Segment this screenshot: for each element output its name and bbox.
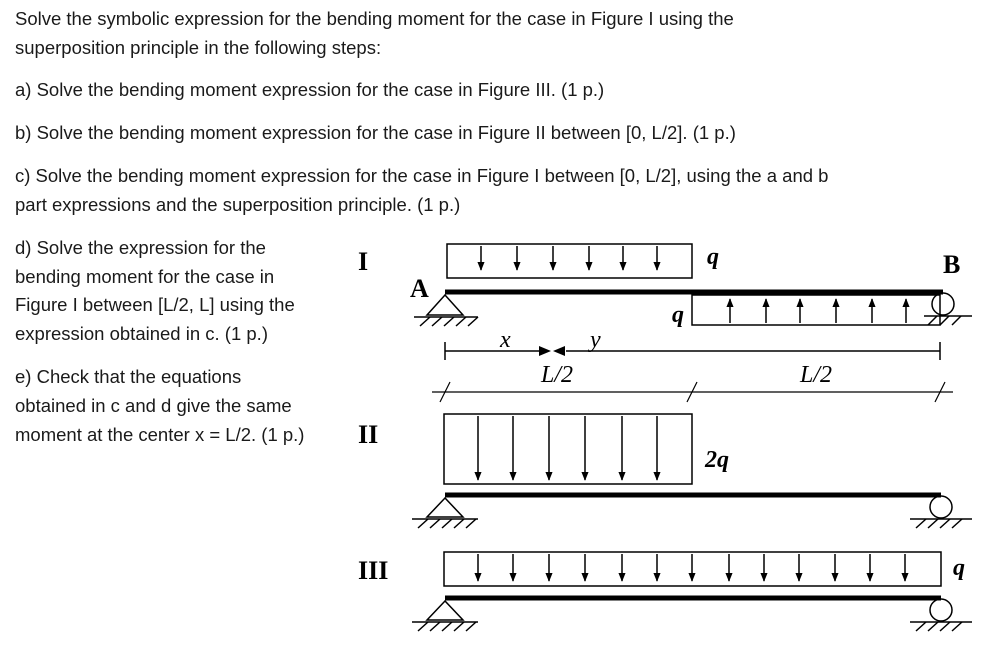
figure-1-label: I [358,247,369,276]
fig1-support-a-label: A [410,274,429,303]
fig1-top-load-label: q [707,244,719,270]
part-a: a) Solve the bending moment expression for the case in Figure III. (1 p.) [15,79,605,100]
fig1-dimension [432,382,953,402]
figure-3 [358,552,972,631]
part-e-line-2: obtained in c and d give the same [15,395,292,416]
fig1-y-label: y [590,327,601,353]
fig1-support-b [924,293,972,325]
part-d-line-2: bending moment for the case in [15,266,275,287]
part-e-line-1: e) Check that the equations [15,366,242,387]
fig2-load [444,414,692,484]
fig2-load-label: 2q [705,447,729,473]
figure-2-label: II [358,420,379,449]
fig1-bottom-load [692,295,940,325]
part-c-line-1: c) Solve the bending moment expression for the case in Figure I between [0, L/2], using the a and b [15,165,829,186]
fig1-top-load [447,244,692,278]
fig2-support-left [412,498,478,528]
fig1-bottom-load-label: q [672,302,684,328]
fig3-load-label: q [953,555,965,581]
figure-3-label: III [358,556,389,585]
part-d-line-3: Figure I between [L/2, L] using the [15,294,295,315]
part-b: b) Solve the bending moment expression for the case in Figure II between [0, L/2]. (1 p.) [15,122,736,143]
fig1-x-arrowhead [539,346,551,356]
fig2-support-right [910,496,972,528]
fig1-x-label: x [500,327,511,353]
fig1-coord-axis [445,342,940,360]
fig3-load [444,552,941,586]
fig1-y-arrowhead [553,346,565,356]
part-e-line-3: moment at the center x = L/2. (1 p.) [15,424,305,445]
figure-2 [358,414,972,528]
fig1-span-left-label: L/2 [541,362,574,388]
fig1-support-b-label: B [943,250,961,279]
part-c-line-2: part expressions and the superposition principle. (1 p.) [15,194,461,215]
figure-1 [358,244,972,402]
fig1-span-right-label: L/2 [800,362,833,388]
part-d-line-4: expression obtained in c. (1 p.) [15,323,268,344]
fig3-support-left [412,601,478,631]
intro-line-2: superposition principle in the following steps: [15,37,382,58]
fig3-support-right [910,599,972,631]
part-d-line-1: d) Solve the expression for the [15,237,266,258]
intro-line-1: Solve the symbolic expression for the bending moment for the case in Figure I using the [15,8,734,29]
